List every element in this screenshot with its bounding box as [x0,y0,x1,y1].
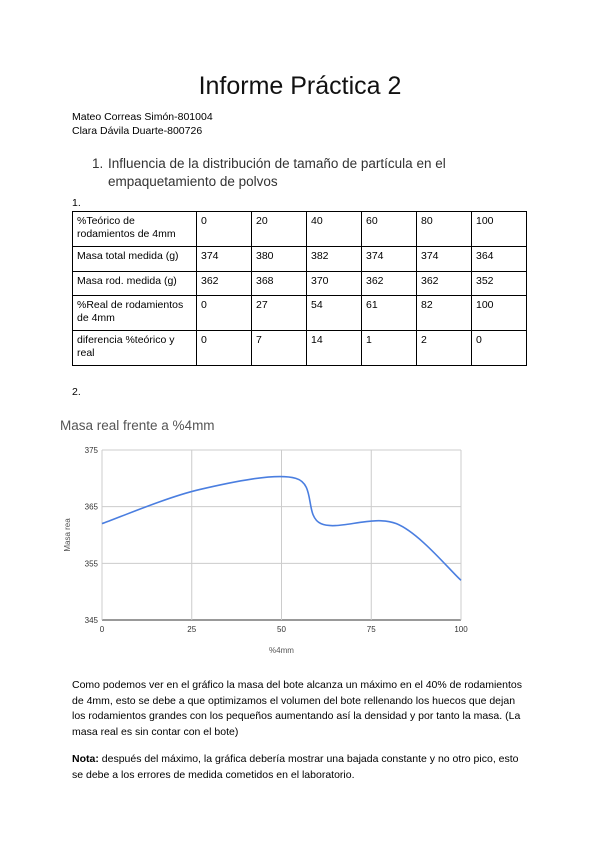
row-label: Masa rod. medida (g) [73,272,197,296]
section-heading [92,155,512,191]
table-cell: 82 [417,296,472,331]
row-label: diferencia %teórico y real [73,331,197,366]
table-cell: 14 [307,331,362,366]
y-tick-label: 355 [84,559,98,569]
x-tick-label: 50 [277,625,286,634]
table-cell: 100 [472,212,527,247]
results-table [72,211,527,366]
table-cell: 1 [362,331,417,366]
table-cell: 54 [307,296,362,331]
item-2-marker: 2. [72,386,81,398]
table-cell: 352 [472,272,527,296]
table-cell: 362 [417,272,472,296]
table-cell: 100 [472,296,527,331]
table-cell: 364 [472,247,527,272]
table-cell: 370 [307,272,362,296]
table-row [73,331,527,366]
x-tick-label: 0 [99,625,105,634]
note-label: Nota: [72,753,99,765]
table-cell: 380 [252,247,307,272]
table-cell: 2 [417,331,472,366]
table-cell: 374 [417,247,472,272]
body-paragraph: Como podemos ver en el gráfico la masa del bote alcanza un máximo en el 40% de rodamientos de 4mm, esto se debe a que optimizamos el volumen del bote rellenando los huecos que dejan los rodamientos grandes con los pequeños aumentando así la densidad y por tanto la masa. (La masa real es sin contar con el bote) [72,679,522,738]
table-cell: 80 [417,212,472,247]
table-cell: 374 [362,247,417,272]
table-cell: 20 [252,212,307,247]
x-tick-label: 100 [454,625,468,634]
item-1-marker: 1. [72,197,81,209]
table-cell: 362 [197,272,252,296]
table-cell: 0 [197,212,252,247]
table-cell: 362 [362,272,417,296]
table-cell: 60 [362,212,417,247]
table-cell: 368 [252,272,307,296]
table-cell: 27 [252,296,307,331]
table-cell: 0 [197,296,252,331]
table-cell: 61 [362,296,417,331]
y-axis-label: Masa rea [63,518,72,552]
table-row [73,212,527,247]
y-tick-label: 375 [84,446,98,455]
mass-chart [60,440,480,660]
table-cell: 7 [252,331,307,366]
table-row [73,247,527,272]
author-line-2: Clara Dávila Duarte-800726 [72,125,203,137]
x-tick-label: 25 [187,625,197,634]
section-title: Influencia de la distribución de tamaño de partícula en el empaquetamiento de polvos [108,156,446,189]
table-cell: 382 [307,247,362,272]
table-row [73,272,527,296]
document-title: Informe Práctica 2 [198,72,402,100]
section-number: 1. [92,156,104,171]
table-cell: 40 [307,212,362,247]
chart-title: Masa real frente a %4mm [60,418,215,433]
author-line-1: Mateo Correas Simón-801004 [72,111,213,123]
x-tick-label: 75 [366,625,376,634]
row-label: %Teórico de rodamientos de 4mm [73,212,197,247]
x-axis-label: %4mm [269,646,294,655]
table-cell: 374 [197,247,252,272]
row-label: Masa total medida (g) [73,247,197,272]
row-label: %Real de rodamientos de 4mm [73,296,197,331]
table-cell: 0 [197,331,252,366]
note-paragraph [72,752,528,783]
y-tick-label: 345 [84,616,98,625]
note-text: después del máximo, la gráfica debería mostrar una bajada constante y no otro pico, esto se debe a los errores de medida cometidos en el laboratorio. [72,753,519,781]
y-tick-label: 365 [84,502,98,512]
table-row [73,296,527,331]
table-cell: 0 [472,331,527,366]
